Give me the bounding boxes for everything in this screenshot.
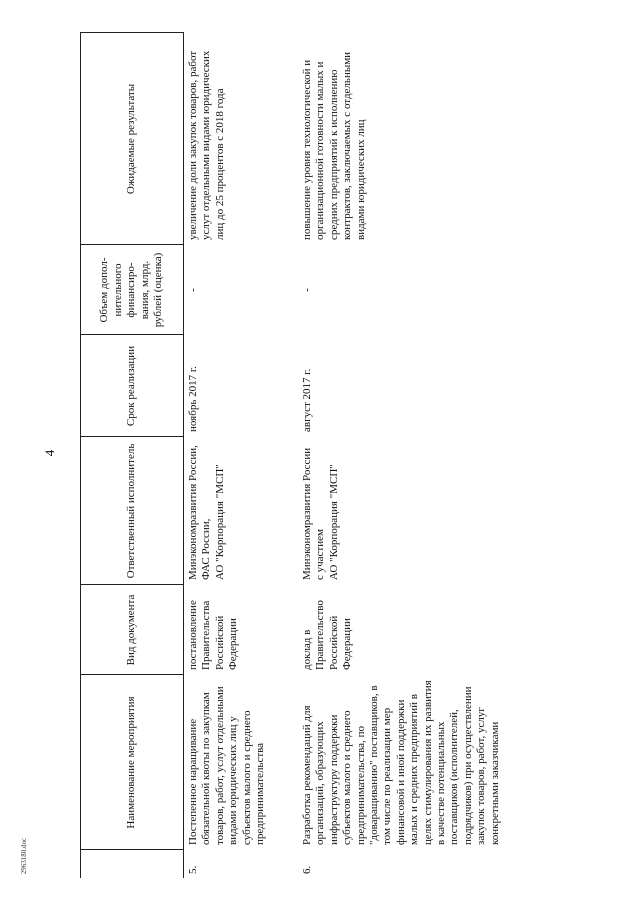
header-measure-name: Наименование мероприятия	[81, 675, 184, 850]
document-type: постановление Правительства Российской Федерации	[187, 600, 240, 670]
deadline: ноябрь 2017 г.	[187, 366, 199, 432]
row-number: 5.	[187, 865, 199, 874]
header-document-type: Вид документа	[81, 585, 184, 675]
header-funding: Объем допол-нительного финансиро-вания, млрд. рублей (оценка)	[81, 245, 184, 335]
table-row	[298, 33, 544, 878]
table-row	[184, 33, 299, 878]
funding-amount: -	[301, 288, 313, 292]
row-number: 6.	[301, 865, 313, 874]
header-deadline: Срок реализации	[81, 335, 184, 437]
table-container	[80, 33, 560, 878]
header-expected-results: Ожидаемые результаты	[81, 33, 184, 245]
measure-name: Разработка рекомендаций для организаций, образующих инфраструктуру поддержки субъектов малого и среднего предпринимательства, по "доваращиванию" поставщиков, в том числе по реализации мер финансовой и иной поддержки малых и средних предприятий в целях стимулирования их развития в качестве потенциальных поставщиков (исполнителей, подрядчиков) при осуществлении закупок товаров, работ, услуг конкретными заказчиками	[301, 680, 501, 845]
executor: Минэкономразвития России, ФАС России, АО "Корпорация "МСП"	[187, 445, 226, 580]
expected-result: повышение уровня технологической и организационной готовности малых и средних предприятий к исполнению контрактов, заключаемых с отдельными видами юридических лиц	[301, 51, 367, 240]
measures-table	[80, 33, 544, 879]
executor: Минэкономразвития России с участием АО "Корпорация "МСП"	[301, 447, 340, 580]
measure-name: Постепенное наращивание обязательной квоты по закупкам товаров, работ, услут отдельными видами юридических лиц у субъектов малого и среднего предпринимательства	[187, 686, 267, 845]
header-executor: Ответственный исполнитель	[81, 437, 184, 585]
header-number	[81, 850, 184, 878]
deadline: август 2017 г.	[301, 368, 313, 432]
document-type: доклад в Правительство Российской Федерации	[301, 600, 354, 670]
footer-file-code: 2963180.doc	[20, 837, 28, 875]
expected-result: увеличение доли закупок товаров, работ услут отдельными видами юридических лиц до 25 процентов с 2018 года	[187, 50, 226, 240]
page-number: 4	[42, 449, 57, 457]
funding-amount: -	[187, 288, 199, 292]
table-header-row	[81, 33, 184, 878]
